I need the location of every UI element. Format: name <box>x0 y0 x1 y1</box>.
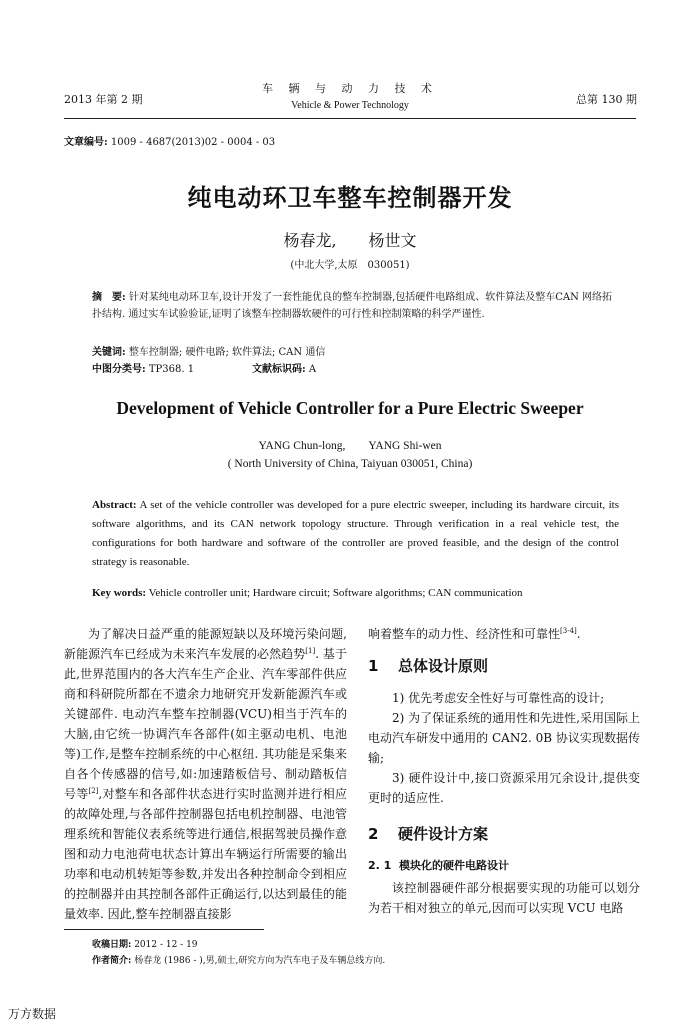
author-bio-label: 作者简介: <box>92 956 132 966</box>
journal-title-en: Vehicle & Power Technology <box>291 100 409 111</box>
principle-item-2: 2) 为了保证系统的通用性和先进性,采用国际上电动汽车研发中通用的 CAN2. 0B 协议实现数据传输; <box>368 711 640 765</box>
doc-code-value: A <box>308 364 317 375</box>
section-2-number: 2 <box>368 825 379 843</box>
keywords-en-text: Vehicle controller unit; Hardware circuit; Software algorithms; CAN communication <box>148 587 523 599</box>
citation-1: [1] <box>305 647 316 655</box>
body-right-column <box>368 624 640 918</box>
doc-code-label: 文献标识码: <box>252 364 306 375</box>
classification-line <box>92 361 622 378</box>
clc-value: TP368. 1 <box>148 364 195 375</box>
author-bio <box>92 953 385 966</box>
intro-paragraph <box>64 624 347 924</box>
article-number-label: 文章编号: <box>64 137 108 148</box>
abstract-en <box>92 496 619 572</box>
section-1-number: 1 <box>368 657 379 675</box>
author-bio-text: 杨春龙 (1986 - ),男,硕士,研究方向为汽车电子及车辆总线方向. <box>134 956 386 966</box>
continued-text-end: . <box>576 627 581 641</box>
affiliation-cn: (中北大学,太原 030051) <box>290 260 410 271</box>
header-divider <box>64 118 636 119</box>
continued-paragraph <box>368 624 640 644</box>
received-label: 收稿日期: <box>92 940 132 950</box>
clc-label: 中图分类号: <box>92 364 146 375</box>
intro-text-2: . 基于此,世界范围内的各大汽车生产企业、汽车零部件供应商和科研院所都在不遗余力地研究开发新能源汽车或关键部件. 电动汽车整车控制器(VCU)相当于汽车的大脑,由它统一协调汽车各部件(如主驱动电机、电池等)工作,是整车控制系统的中心枢纽. 其功能是采集来自各个传感器的信号,如:加速踏板信号、制动踏板信号等 <box>64 647 347 801</box>
watermark-text: 万方数据 <box>8 1007 57 1021</box>
principle-item-1: 1) 优先考虑安全性好与可靠性高的设计; <box>392 691 605 705</box>
subsection-2-1-heading <box>368 856 640 876</box>
subsection-2-1-title: 模块化的硬件电路设计 <box>399 859 509 872</box>
document-code <box>252 361 316 378</box>
subsection-2-1-paragraph: 该控制器硬件部分根据要实现的功能可以划分为若干相对独立的单元,因而可以实现 VCU 电路 <box>368 881 640 915</box>
subsection-2-1-number: 2. 1 <box>368 859 392 872</box>
section-1-title: 总体设计原则 <box>398 657 489 675</box>
article-number <box>64 133 275 148</box>
abstract-cn-label: 摘 要: <box>92 292 126 303</box>
abstract-cn-text: 针对某纯电动环卫车,设计开发了一套性能优良的整车控制器,包括硬件电路组成、软件算法及整车CAN 网络拓扑结构. 通过实车试验验证,证明了该整车控制器软硬件的可行性和控制策略的科学严谨性. <box>92 292 613 320</box>
authors-cn: 杨春龙, 杨世文 <box>283 231 417 250</box>
intro-text-3: ,对整车和各部件状态进行实时监测并进行相应的故障处理,与各部件控制器包括电机控制器、电池管理系统和智能仪表系统等进行通信,根据驾驶员操作意图和动力电池荷电状态计算出车辆运行所需要的输出功率和电动机转矩等参数,并发出各种控制命令到相应的控制器并由其控制各部件正确运行,以达到最佳的能量效率. 因此,整车控制器直接影 <box>64 787 347 921</box>
citation-2: [2] <box>88 787 99 795</box>
continued-text: 响着整车的动力性、经济性和可靠性 <box>368 627 561 641</box>
article-number-value: 1009 - 4687(2013)02 - 0004 - 03 <box>110 137 276 148</box>
received-date <box>92 937 198 950</box>
body-left-column <box>64 624 347 924</box>
section-1-heading <box>368 656 640 676</box>
issue-label: 2013 年第 2 期 <box>64 93 143 106</box>
keywords-cn-text: 整车控制器; 硬件电路; 软件算法; CAN 通信 <box>128 347 326 358</box>
footnote-divider <box>64 929 264 930</box>
section-2-title: 硬件设计方案 <box>398 825 489 843</box>
keywords-cn <box>92 344 622 361</box>
intro-text-1: 为了解决日益严重的能源短缺以及环境污染问题,新能源汽车已经成为未来汽车发展的必然趋势 <box>64 627 347 661</box>
section-2-heading <box>368 824 640 844</box>
paper-title-en: Development of Vehicle Controller for a Pure Electric Sweeper <box>116 398 584 418</box>
journal-title-cn: 车 辆 与 动 力 技 术 <box>262 82 438 95</box>
keywords-en-label: Key words: <box>92 587 147 599</box>
keywords-cn-label: 关键词: <box>92 347 126 358</box>
abstract-en-label: Abstract: <box>92 499 137 511</box>
abstract-cn <box>92 289 622 323</box>
total-issue-label: 总第 130 期 <box>576 93 637 106</box>
keywords-en <box>92 587 619 599</box>
citation-3-4: [3-4] <box>560 627 577 635</box>
received-value: 2012 - 12 - 19 <box>134 940 198 950</box>
principle-item-3: 3) 硬件设计中,接口资源采用冗余设计,提供变更时的适应性. <box>368 771 640 805</box>
affiliation-en: ( North University of China, Taiyuan 030051, China) <box>227 458 473 470</box>
abstract-en-text: A set of the vehicle controller was developed for a pure electric sweeper, including its hardware circuit, its software algorithms, and its CAN network topology structure. Through verification in a real vehicle test, the configurations for both hardware and software of the controller are proved feasible, and the design of the control strategy is reasonable. <box>92 499 619 568</box>
authors-en: YANG Chun-long, YANG Shi-wen <box>258 440 442 452</box>
paper-title-cn: 纯电动环卫车整车控制器开发 <box>187 183 513 212</box>
